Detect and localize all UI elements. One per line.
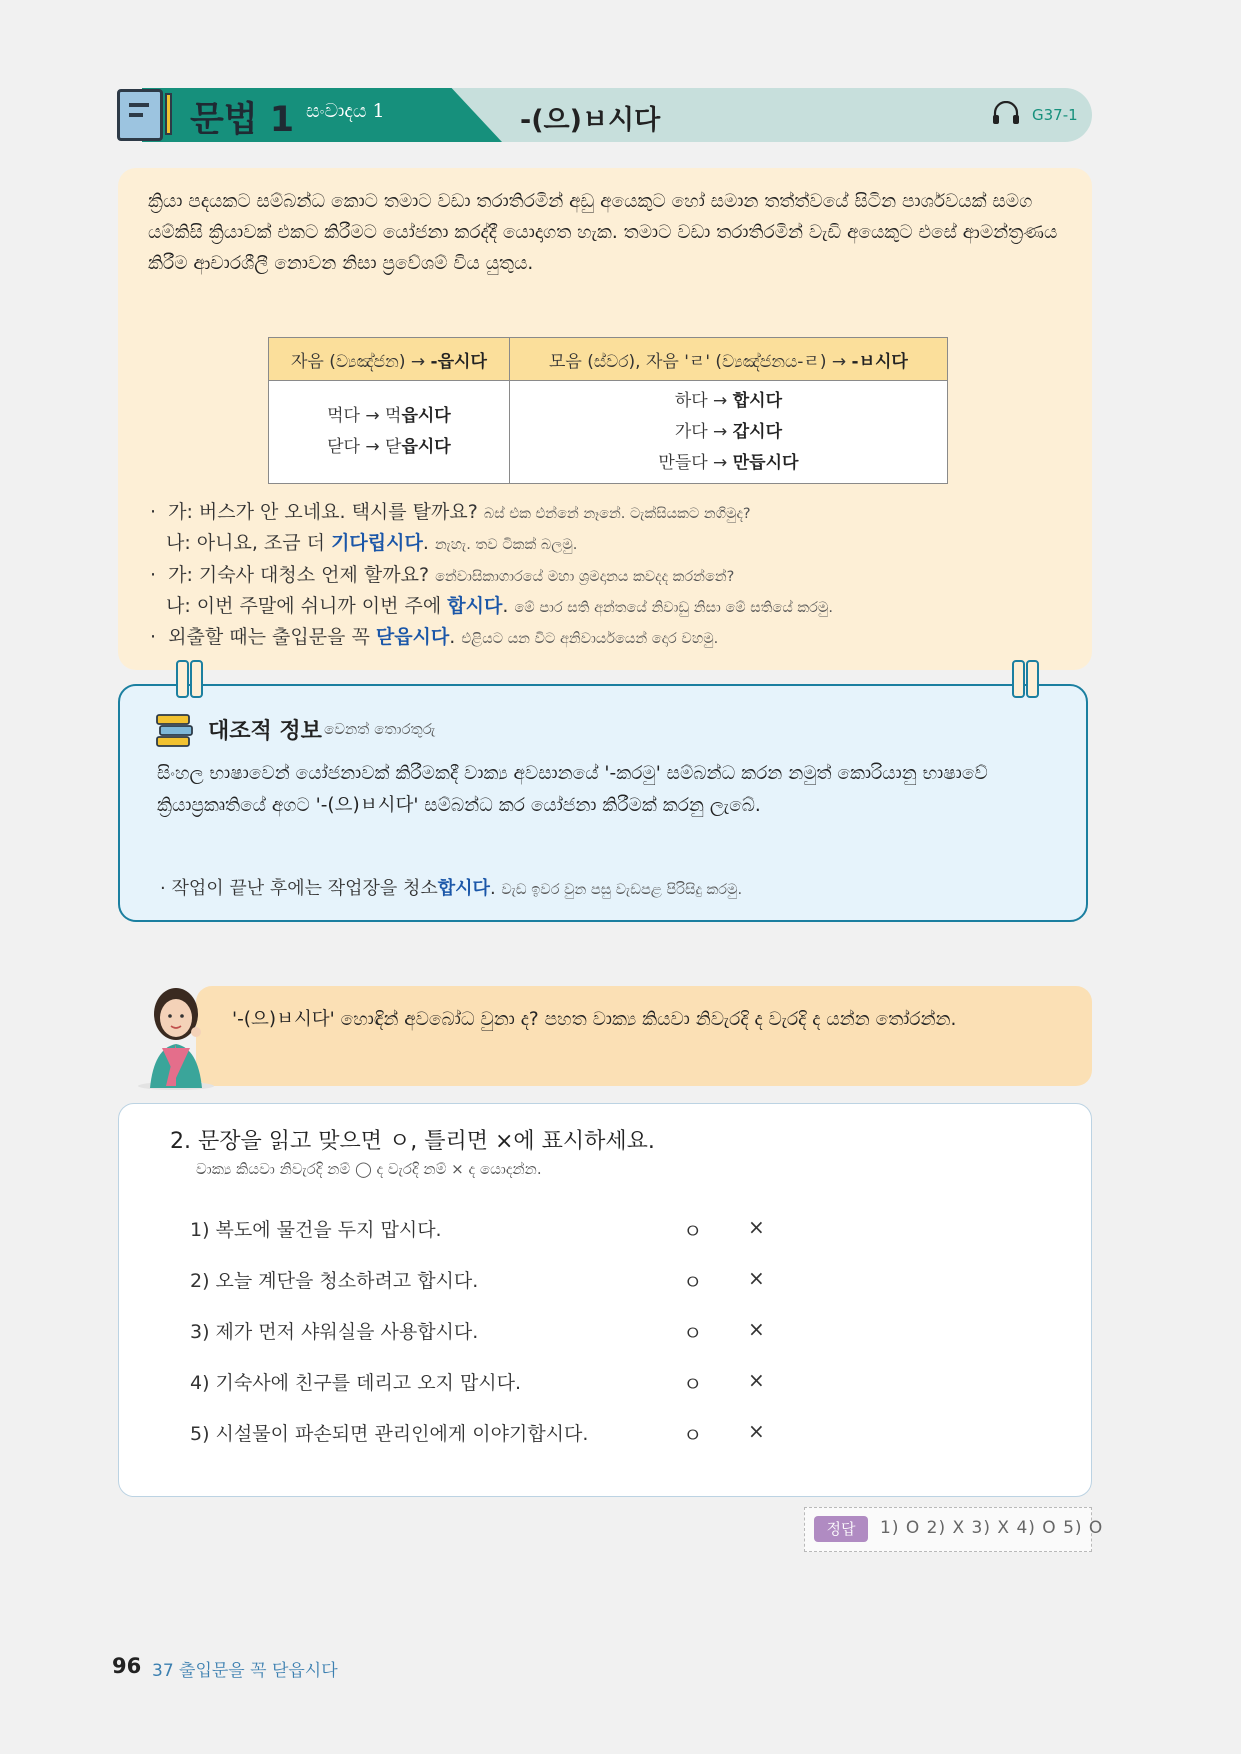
conjugation-table — [268, 337, 948, 484]
true-option[interactable]: ㅇ — [683, 1372, 703, 1396]
false-option[interactable]: × — [748, 1317, 765, 1341]
book-icon — [117, 89, 163, 141]
chapter-title: 37 출입문을 꼭 닫읍시다 — [152, 1661, 338, 1681]
grammar-title: -(으)ㅂ시다 — [520, 105, 661, 136]
table-example: 하다 → 합시다 — [674, 390, 782, 411]
example-sentence: 나: 아니요, 조금 더 기다립시다. නැහැ. තව ටිකක් බලමු. — [166, 532, 578, 554]
table-example: 가다 → 갑시다 — [674, 421, 782, 442]
section-label: 문법 1 — [190, 100, 295, 140]
binder-ring — [176, 660, 189, 698]
quiz-question: 5) 시설물이 파손되면 관리인에게 이야기합시다. — [190, 1423, 589, 1445]
answer-key: 1) O 2) X 3) X 4) O 5) O — [880, 1518, 1104, 1538]
false-option[interactable]: × — [748, 1419, 765, 1443]
answer-badge: 정답 — [814, 1516, 868, 1542]
quiz-title: 2. 문장을 읽고 맞으면 ㅇ, 틀리면 ×에 표시하세요. — [170, 1129, 655, 1154]
quiz-question: 1) 복도에 물건을 두지 맙시다. — [190, 1219, 442, 1241]
false-option[interactable]: × — [748, 1266, 765, 1290]
binder-ring — [190, 660, 203, 698]
true-option[interactable]: ㅇ — [683, 1423, 703, 1447]
dialog-label: සංවාදය 1 — [306, 100, 385, 122]
info-subtitle: වෙනත් තොරතුරු — [324, 720, 436, 738]
table-header-consonant: 자음 (ව්‍යඤ්ජන) → -읍시다 — [269, 338, 510, 381]
page-number: 96 — [112, 1654, 142, 1678]
info-text: සිංහල භාෂාවෙන් යෝජනාවක් කිරීමකදී වාක්‍ය අවසානයේ '-කරමු' සම්බන්ධ කරන නමුත් කොරියානු භාෂාවේ ක්‍රියාප්‍රකෘතියේ අගට '-(으)ㅂ시다' සම්බන්ධ කර යෝජනා කිරීමක් කරනු ලැබේ. — [157, 763, 988, 816]
quiz-question: 2) 오늘 계단을 청소하려고 합시다. — [190, 1270, 479, 1292]
quiz-question: 4) 기숙사에 친구를 데리고 오지 맙시다. — [190, 1372, 522, 1394]
true-option[interactable]: ㅇ — [683, 1219, 703, 1243]
true-option[interactable]: ㅇ — [683, 1321, 703, 1345]
true-option[interactable]: ㅇ — [683, 1270, 703, 1294]
info-example: · 작업이 끝난 후에는 작업장을 청소합시다. වැඩ ඉවර වුන පසු වැඩපළ පිරිසිදු කරමු. — [160, 878, 743, 899]
quiz-subtitle: වාක්‍ය කියවා නිවැරදි නම් ◯ ද වැරදි නම් × ද යොදන්න. — [196, 1160, 542, 1178]
table-header-vowel: 모음 (ස්වර), 자음 'ㄹ' (ව්‍යඤ්ජනය-ㄹ) → -ㅂ시다 — [509, 338, 947, 381]
prompt-text: '-(으)ㅂ시다' හොඳින් අවබෝධ වුනා ද? පහත වාක්‍ය කියවා නිවැරදි ද වැරදි ද යන්න තෝරන්න. — [232, 1009, 957, 1030]
example-sentence: · 가: 기숙사 대청소 언제 할까요? නේවාසිකාගාරයේ මහා ශ්‍රමදානය කවදද කරන්නේ? — [150, 564, 735, 586]
example-sentence: · 가: 버스가 안 오네요. 택시를 탈까요? බස් එක එන්නේ නෑනේ. ටැක්සියකට නගිමුද? — [150, 501, 751, 523]
books-stack-icon — [156, 714, 194, 748]
explanation-text: ක්‍රියා පදයකට සම්බන්ධ කොට තමාට වඩා තරාතිරමින් අඩු අයෙකුට හෝ සමාන තත්ත්වයේ සිටින පාර්ශවයක් සමග යම්කිසි ක්‍රියාවක් එකට කිරීමට යෝජනා කරද්දී යොදාගත හැක. තමාට වඩා තරාතිරමින් වැඩි අයෙකුට එසේ ආමන්ත්‍රණය කිරීම ආචාරශීලී නොවන නිසා ප්‍රවේශම් විය යුතුය. — [148, 191, 1058, 274]
pencil-icon — [165, 93, 172, 135]
example-sentence: 나: 이번 주말에 쉬니까 이번 주에 합시다. මේ පාර සති අන්තයේ නිවාඩු නිසා මේ සතියේ කරමු. — [166, 595, 833, 617]
binder-ring — [1012, 660, 1025, 698]
audio-track-label[interactable]: G37-1 — [1032, 106, 1078, 124]
quiz-question: 3) 제가 먼저 샤워실을 사용합시다. — [190, 1321, 479, 1343]
table-cell-vowel — [509, 381, 947, 484]
teacher-avatar — [136, 978, 216, 1090]
false-option[interactable]: × — [748, 1215, 765, 1239]
prompt-bubble — [196, 986, 1092, 1086]
binder-ring — [1026, 660, 1039, 698]
info-title: 대조적 정보 — [208, 719, 322, 744]
example-sentence: · 외출할 때는 출입문을 꼭 닫읍시다. එළියට යන විට අනිවාර්යයෙන් දොර වහමු. — [150, 626, 719, 648]
false-option[interactable]: × — [748, 1368, 765, 1392]
headphones-icon[interactable] — [992, 101, 1020, 125]
table-cell-consonant — [269, 381, 510, 484]
table-example: 만들다 → 만듭시다 — [658, 452, 799, 473]
table-example: 먹다 → 먹읍시다 — [327, 406, 451, 426]
table-example: 닫다 → 닫읍시다 — [327, 437, 451, 457]
